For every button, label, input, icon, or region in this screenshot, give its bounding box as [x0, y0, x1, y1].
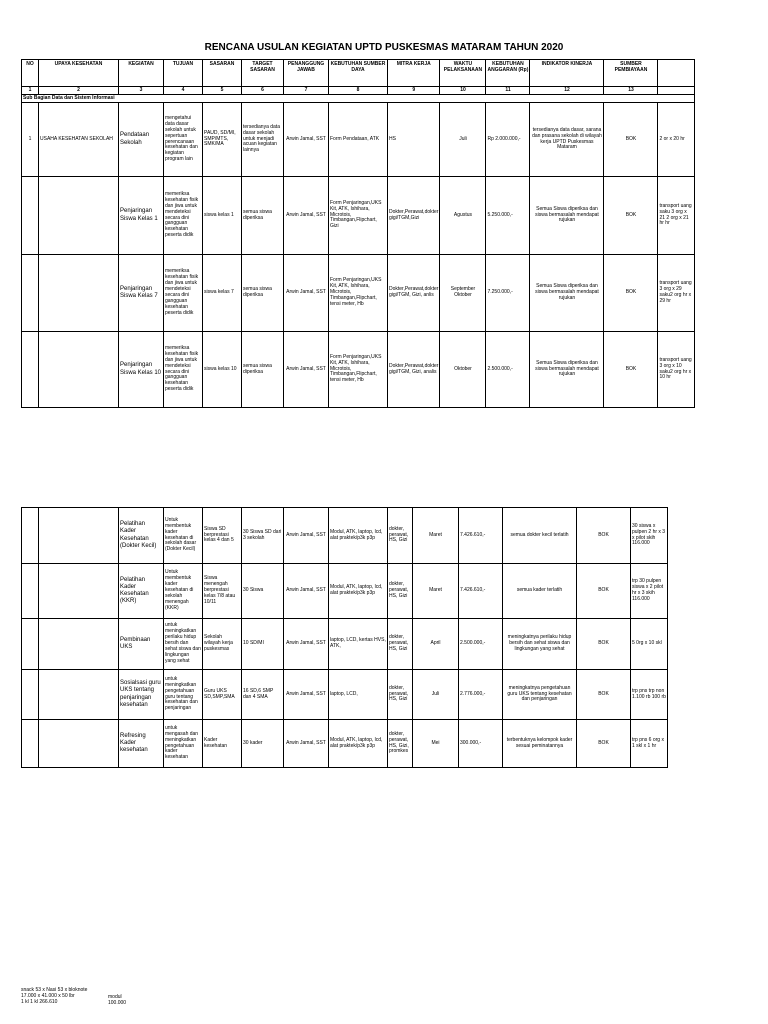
sumber-pembiayaan-cell: BOK — [604, 177, 658, 255]
footnote-line: modul — [108, 994, 122, 1000]
indikator-kinerja-cell: meningkatnya perilaku hidup bersih dan sehat siswa dan lingkungan yang sehat — [503, 619, 577, 670]
column-header: MITRA KERJA — [388, 60, 440, 87]
target-sasaran-cell: semua siswa diperiksa — [242, 255, 284, 332]
footnote-modul — [108, 994, 126, 1006]
kebutuhan-anggaran-cell: 2.776.000,- — [459, 670, 503, 720]
sumber-pembiayaan-cell: BOK — [577, 564, 631, 619]
column-number: 8 — [329, 87, 388, 95]
sumber-pembiayaan-cell: BOK — [604, 332, 658, 408]
waktu-pelaksanaan-cell: Mei — [413, 720, 459, 768]
kebutuhan-anggaran-cell: 5.250.000,- — [486, 177, 530, 255]
penanggung-jawab-cell: Arwin Jamal, SST — [284, 255, 329, 332]
sasaran-cell: PAUD, SD/MI, SMP/MTS, SMK/MA — [203, 103, 242, 177]
indikator-kinerja-cell: meningkatnya pengetahuan guru UKS tentang kesehatan dan penjaringan — [503, 670, 577, 720]
column-number: 10 — [440, 87, 486, 95]
kebutuhan-anggaran-cell: Rp 2.000.000,- — [486, 103, 530, 177]
table-row — [22, 255, 695, 332]
kegiatan-cell: Penjaringan Siswa Kelas 7 — [119, 255, 164, 332]
kebutuhan-sumber-daya-cell: laptop, LCD, kertas HVS, ATK, — [329, 619, 388, 670]
mitra-kerja-cell: Dokter,Perawat,dokter gigi/TGM,Gizi — [388, 177, 440, 255]
footnote-line: 17.000 x 41.000 x 50 lbr — [21, 993, 75, 999]
column-header: SASARAN — [203, 60, 242, 87]
row-number-cell — [22, 564, 39, 619]
mitra-kerja-cell: dokter, perawat, HS, Gizi, promkes — [388, 720, 413, 768]
tujuan-cell: mengetahui data dasar sekolah untuk sepertuan perencanaan kesehatan dan kegiatan program lain — [164, 103, 203, 177]
keterangan-cell: transport uang saku 3 org x 21 2 org x 21 hr hr — [658, 177, 695, 255]
column-number: 13 — [604, 87, 658, 95]
column-header: INDIKATOR KINERJA — [530, 60, 604, 87]
keterangan-cell: 30 siswa x pulpen 2 hr x 3 x pilot skih 116.000 — [631, 508, 668, 564]
penanggung-jawab-cell: Arwin Jamal, SST — [284, 670, 329, 720]
keterangan-cell: transport uang 3 org x 10 saku2 org hr x 10 hr — [658, 332, 695, 408]
column-number: 4 — [164, 87, 203, 95]
table-row — [22, 619, 668, 670]
target-sasaran-cell: 30 Siswa SD dari 3 sekolah — [242, 508, 284, 564]
tujuan-cell: untuk meningkatkan perilaku hidup bersih dan sehat siswa dan lingkungan yang sehat — [164, 619, 203, 670]
table-row — [22, 103, 695, 177]
header-row — [22, 60, 695, 87]
penanggung-jawab-cell: Arwin Jamal, SST — [284, 103, 329, 177]
kegiatan-cell: Penjaringan Siswa Kelas 1 — [119, 177, 164, 255]
column-header: TUJUAN — [164, 60, 203, 87]
kegiatan-cell: Pendataan Sekolah — [119, 103, 164, 177]
footnote-line: 100.000 — [108, 1000, 127, 1006]
row-number-cell — [22, 670, 39, 720]
upaya-kesehatan-cell — [39, 255, 119, 332]
indikator-kinerja-cell: Semua Siswa diperiksa dan siswa bermasalah mendapat rujukan — [530, 332, 604, 408]
sumber-pembiayaan-cell: BOK — [577, 508, 631, 564]
sumber-pembiayaan-cell: BOK — [604, 255, 658, 332]
upaya-kesehatan-cell — [39, 619, 119, 670]
target-sasaran-cell: tersedianya data dasar sekolah untuk menjadi acuan kegiatan lainnya — [242, 103, 284, 177]
kebutuhan-anggaran-cell: 7.250.000,- — [486, 255, 530, 332]
column-header: UPAYA KESEHATAN — [39, 60, 119, 87]
column-number: 9 — [388, 87, 440, 95]
kegiatan-cell: Penjaringan Siswa Kelas 10 — [119, 332, 164, 408]
upaya-kesehatan-cell — [39, 720, 119, 768]
penanggung-jawab-cell: Arwin Jamal, SST — [284, 508, 329, 564]
kebutuhan-anggaran-cell: 7.426.610,- — [459, 508, 503, 564]
penanggung-jawab-cell: Arwin Jamal, SST — [284, 177, 329, 255]
sumber-pembiayaan-cell: BOK — [577, 619, 631, 670]
footnote-line: snack 53 x Nasi 53 x bloknote — [21, 987, 88, 993]
keterangan-cell: 2 or x 20 hr — [658, 103, 695, 177]
column-header: KEBUTUHAN SUMBER DAYA — [329, 60, 388, 87]
kegiatan-cell: Pelatihan Kader Kesehatan (Dokter Kecil) — [119, 508, 164, 564]
sub-bagian-row — [22, 95, 695, 103]
row-number-cell — [22, 177, 39, 255]
table-row — [22, 564, 668, 619]
tujuan-cell: untuk mengasah dan meningkatkan pengetahuan kader kesehatan — [164, 720, 203, 768]
kegiatan-cell: Refresing Kader kesehatan — [119, 720, 164, 768]
indikator-kinerja-cell: semua kader terlatih — [503, 564, 577, 619]
column-number: 7 — [284, 87, 329, 95]
indikator-kinerja-cell: Semua Siswa diperiksa dan siswa bermasalah mendapat rujukan — [530, 177, 604, 255]
indikator-kinerja-cell: tersedianya data dasar, sarana dan prasana sekolah di wilayah kerja UPTD Puskesmas Mataram — [530, 103, 604, 177]
footnote-line: 1 kl 1 kl 266.610 — [21, 999, 58, 1005]
sasaran-cell: Siswa SD berprestasi kelas 4 dan 5 — [203, 508, 242, 564]
column-header: SUMBER PEMBIAYAAN — [604, 60, 658, 87]
mitra-kerja-cell: dokter, perawat, HS, Gizi — [388, 564, 413, 619]
row-number-cell — [22, 255, 39, 332]
sasaran-cell: Kader kesehatan — [203, 720, 242, 768]
row-number-cell — [22, 508, 39, 564]
waktu-pelaksanaan-cell: Juli — [413, 670, 459, 720]
column-header: KEBUTUHAN ANGGARAN (Rp) — [486, 60, 530, 87]
target-sasaran-cell: semua siswa diperiksa — [242, 177, 284, 255]
column-header: KEGIATAN — [119, 60, 164, 87]
penanggung-jawab-cell: Arwin Jamal, SST — [284, 720, 329, 768]
column-header — [658, 60, 695, 87]
mitra-kerja-cell: HS — [388, 103, 440, 177]
waktu-pelaksanaan-cell: Juli — [440, 103, 486, 177]
mitra-kerja-cell: dokter, perawat, HS, Gizi — [388, 670, 413, 720]
activity-plan-table — [21, 59, 695, 408]
tujuan-cell: untuk meningkatkan pengetahuan guru tentang kesehatan dan penjaringan — [164, 670, 203, 720]
upaya-kesehatan-cell — [39, 177, 119, 255]
column-number: 3 — [119, 87, 164, 95]
activity-plan-table-continued — [21, 507, 668, 768]
tujuan-cell: Untuk membentuk kader kesehatan di sekolah dasar (Dokter Kecil) — [164, 508, 203, 564]
tujuan-cell: Untuk membentuk kader kesehatan di sekolah menengah (KKR) — [164, 564, 203, 619]
sasaran-cell: siswa kelas 1 — [203, 177, 242, 255]
table-row — [22, 332, 695, 408]
kebutuhan-sumber-daya-cell: Form Penjaringan,UKS Kit, ATK, Ishihara, Microtois, Timbangan,Flipchart, Gizi — [329, 177, 388, 255]
kegiatan-cell: Sosialsasi guru UKS tentang penjaringan kesehatan — [119, 670, 164, 720]
sasaran-cell: Guru UKS SD,SMP,SMA — [203, 670, 242, 720]
sasaran-cell: Siswa menengah berprestasi kelas 7/8 atau 10/11 — [203, 564, 242, 619]
indikator-kinerja-cell: Semua Siswa diperiksa dan siswa bermasalah mendapat rujukan — [530, 255, 604, 332]
upaya-kesehatan-cell — [39, 564, 119, 619]
column-number: 6 — [242, 87, 284, 95]
column-header: PENANGGUNG JAWAB — [284, 60, 329, 87]
keterangan-cell: trp pns trp non 1.100 rb 100 rb — [631, 670, 668, 720]
column-number: 2 — [39, 87, 119, 95]
indikator-kinerja-cell: terbentuknya kelompok kader sesuai peminatannya — [503, 720, 577, 768]
row-number-cell — [22, 332, 39, 408]
kebutuhan-anggaran-cell: 7.426.610,- — [459, 564, 503, 619]
sumber-pembiayaan-cell: BOK — [577, 670, 631, 720]
waktu-pelaksanaan-cell: April — [413, 619, 459, 670]
target-sasaran-cell: 30 kader — [242, 720, 284, 768]
tujuan-cell: memeriksa kesehatan fisik dan jiwa untuk mendeteksi secara dini gangguan kesehatan peserta didik — [164, 255, 203, 332]
kebutuhan-anggaran-cell: 300.000,- — [459, 720, 503, 768]
column-header: TARGET SASARAN — [242, 60, 284, 87]
sumber-pembiayaan-cell: BOK — [604, 103, 658, 177]
kebutuhan-sumber-daya-cell: Form Pendataan, ATK — [329, 103, 388, 177]
target-sasaran-cell: semua siswa diperiksa — [242, 332, 284, 408]
column-header: NO — [22, 60, 39, 87]
sub-bagian-label: Sub Bagian Data dan Sistem Informasi — [22, 95, 695, 103]
kebutuhan-sumber-daya-cell: Form Penjaringan,UKS Kit, ATK, Ishihara, Microtois, Timbangan,Flipchart, tensi meter, Hb — [329, 255, 388, 332]
keterangan-cell: transport uang 3 org x 29 saku2 org hr x 29 hr — [658, 255, 695, 332]
keterangan-cell: 5 0rg x 10 skl — [631, 619, 668, 670]
table-row — [22, 508, 668, 564]
target-sasaran-cell: 16 SD,6 SMP dan 4 SMA — [242, 670, 284, 720]
kebutuhan-anggaran-cell: 2.500.000,- — [486, 332, 530, 408]
upaya-kesehatan-cell: USAHA KESEHATAN SEKOLAH — [39, 103, 119, 177]
waktu-pelaksanaan-cell: Maret — [413, 564, 459, 619]
kegiatan-cell: Pembinaan UKS — [119, 619, 164, 670]
column-number: 12 — [530, 87, 604, 95]
kebutuhan-sumber-daya-cell: laptop, LCD, — [329, 670, 388, 720]
kegiatan-cell: Pelatihan Kader Kesehatan (KKR) — [119, 564, 164, 619]
waktu-pelaksanaan-cell: September Oktober — [440, 255, 486, 332]
upaya-kesehatan-cell — [39, 332, 119, 408]
penanggung-jawab-cell: Arwin Jamal, SST — [284, 332, 329, 408]
waktu-pelaksanaan-cell: Agustus — [440, 177, 486, 255]
kebutuhan-sumber-daya-cell: Modul, ATK, laptop, lcd, alat praktek/p3k p3p — [329, 508, 388, 564]
document-title: RENCANA USULAN KEGIATAN UPTD PUSKESMAS MATARAM TAHUN 2020 — [204, 42, 564, 53]
target-sasaran-cell: 10 SD/MI — [242, 619, 284, 670]
sasaran-cell: siswa kelas 10 — [203, 332, 242, 408]
penanggung-jawab-cell: Arwin Jamal, SST — [284, 619, 329, 670]
keterangan-cell: trp 30 pulpen siswa x 2 pilot hr x 3 skih 116.000 — [631, 564, 668, 619]
row-number-cell: 1 — [22, 103, 39, 177]
upaya-kesehatan-cell — [39, 670, 119, 720]
column-number: 5 — [203, 87, 242, 95]
mitra-kerja-cell: Dokter,Perawat,dokter gigi/TGM, Gizi, analis — [388, 332, 440, 408]
kebutuhan-sumber-daya-cell: Modul, ATK, laptop, lcd, alat praktek/p3k p3p — [329, 720, 388, 768]
table-row — [22, 720, 668, 768]
sasaran-cell: siswa kelas 7 — [203, 255, 242, 332]
kebutuhan-anggaran-cell: 2.500.000,- — [459, 619, 503, 670]
mitra-kerja-cell: dokter, perawat, HS, Gizi — [388, 508, 413, 564]
tujuan-cell: memeriksa kesehatan fisik dan jiwa untuk mendeteksi secara dini gangguan kesehatan peserta didik — [164, 332, 203, 408]
waktu-pelaksanaan-cell: Maret — [413, 508, 459, 564]
footnote-costs — [21, 987, 87, 1005]
keterangan-cell: trp pns 6 org x 1 skl x 1 hr — [631, 720, 668, 768]
upaya-kesehatan-cell — [39, 508, 119, 564]
column-number: 1 — [22, 87, 39, 95]
kebutuhan-sumber-daya-cell: Modul, ATK, laptop, lcd, alat praktek/p3k p3p — [329, 564, 388, 619]
sasaran-cell: Sekolah wilayah kerja puskesmas — [203, 619, 242, 670]
row-number-cell — [22, 720, 39, 768]
tujuan-cell: memeriksa kesehatan fisik dan jiwa untuk mendeteksi secara dini gangguan kesehatan peserta didik — [164, 177, 203, 255]
column-number — [658, 87, 695, 95]
sumber-pembiayaan-cell: BOK — [577, 720, 631, 768]
mitra-kerja-cell: dokter, perawat, HS, Gizi — [388, 619, 413, 670]
indikator-kinerja-cell: semua dokter kecil terlatih — [503, 508, 577, 564]
row-number-cell — [22, 619, 39, 670]
kebutuhan-sumber-daya-cell: Form Penjaringan,UKS Kit, ATK, Ishihara, Microtois, Timbangan,Flipchart, tensi meter, Hb — [329, 332, 388, 408]
mitra-kerja-cell: Dokter,Perawat,dokter gigi/TGM, Gizi, anlis — [388, 255, 440, 332]
waktu-pelaksanaan-cell: Oktober — [440, 332, 486, 408]
column-number: 11 — [486, 87, 530, 95]
penanggung-jawab-cell: Arwin Jamal, SST — [284, 564, 329, 619]
table-row — [22, 177, 695, 255]
target-sasaran-cell: 30 Siswa — [242, 564, 284, 619]
column-header: WAKTU PELAKSANAAN — [440, 60, 486, 87]
column-number-row — [22, 87, 695, 95]
table-row — [22, 670, 668, 720]
